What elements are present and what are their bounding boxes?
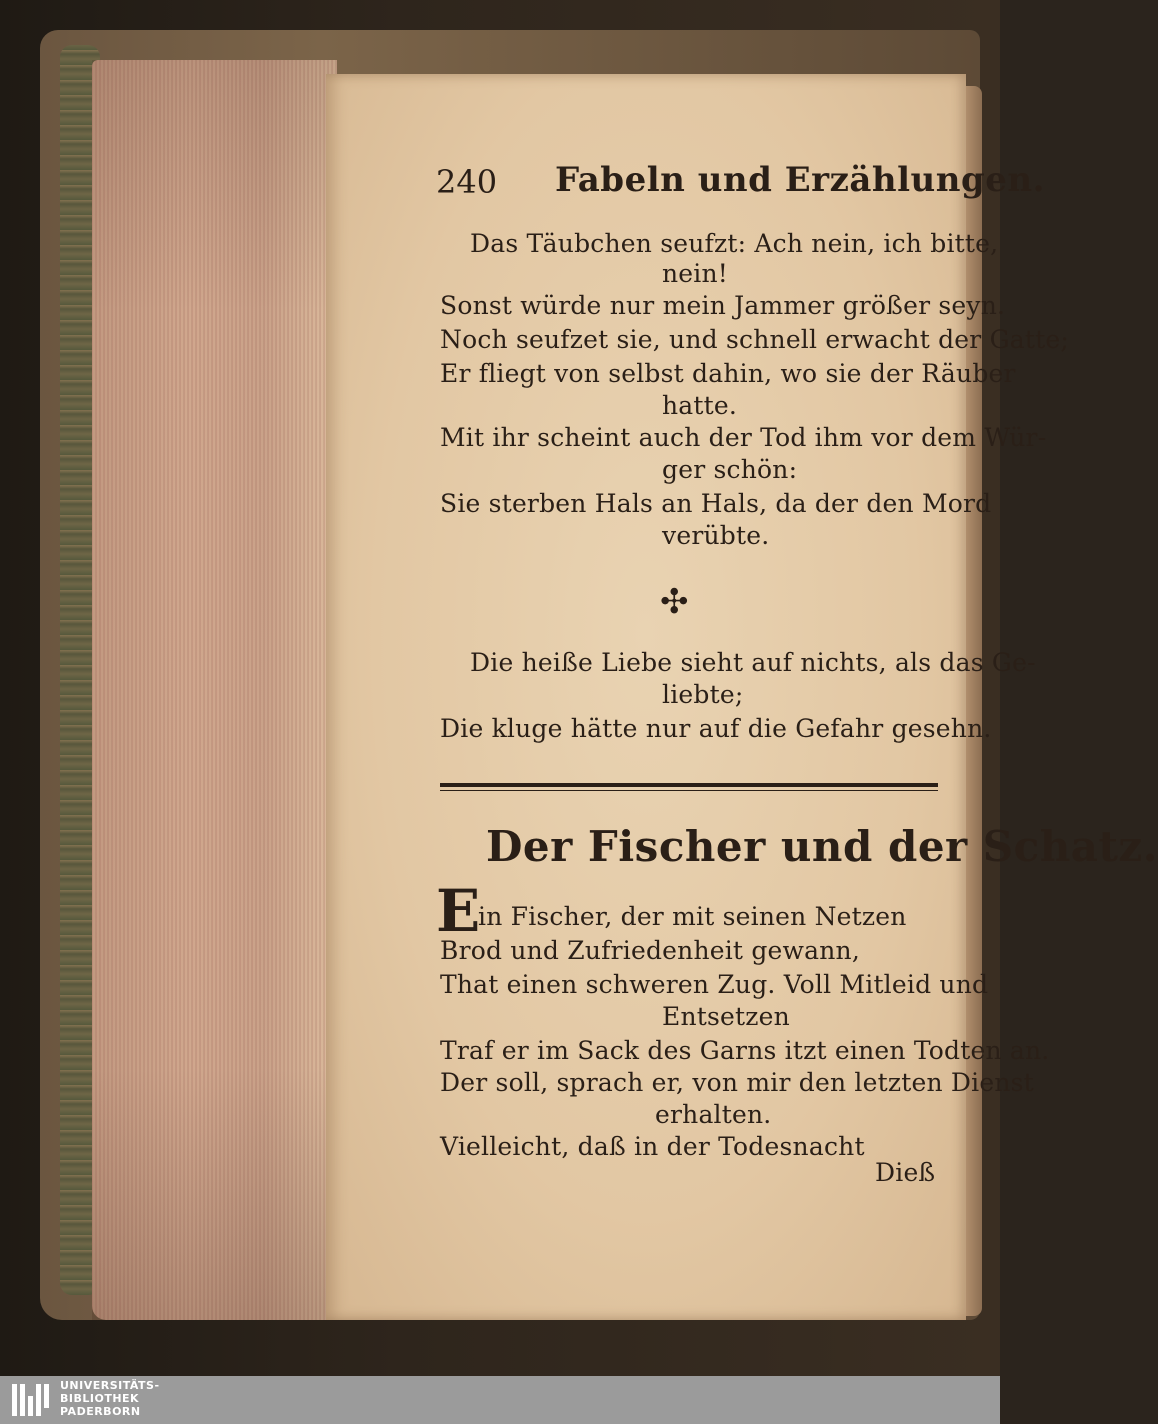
poem1-line: verübte. bbox=[662, 521, 770, 550]
poem2-line: Entsetzen bbox=[662, 1002, 790, 1031]
library-name-line1: UNIVERSITÄTS- bbox=[60, 1379, 160, 1392]
poem1-line: nein! bbox=[662, 259, 729, 288]
moral-line: Die kluge hätte nur auf die Gefahr gesehn. bbox=[440, 714, 992, 743]
poem2-line: erhalten. bbox=[655, 1100, 772, 1129]
poem2-line: That einen schweren Zug. Voll Mitleid und bbox=[440, 970, 989, 999]
running-title: Fabeln und Erzählungen. bbox=[555, 160, 1045, 200]
poem2-line: in Fischer, der mit seinen Netzen bbox=[478, 902, 907, 931]
ornament-flower: ✣ bbox=[660, 582, 689, 622]
catchword: Dieß bbox=[875, 1158, 936, 1187]
library-name-line3: PADERBORN bbox=[60, 1405, 141, 1418]
library-name-line2: BIBLIOTHEK bbox=[60, 1392, 140, 1405]
poem2-line: Vielleicht, daß in der Todesnacht bbox=[440, 1132, 865, 1161]
page-number: 240 bbox=[436, 163, 498, 201]
poem1-line: Er fliegt von selbst dahin, wo sie der Räuber bbox=[440, 359, 1016, 388]
poem1-line: hatte. bbox=[662, 391, 738, 420]
poem1-line: Noch seufzet sie, und schnell erwacht der Gatte; bbox=[440, 325, 1069, 354]
page-stack-shade bbox=[92, 60, 337, 1320]
poem1-line: Sie sterben Hals an Hals, da der den Mord bbox=[440, 489, 992, 518]
section-rule bbox=[440, 783, 938, 787]
library-logo-icon bbox=[10, 1380, 50, 1420]
drop-cap: E bbox=[436, 877, 481, 945]
library-footer bbox=[0, 1376, 1000, 1424]
section-rule-thin bbox=[440, 790, 938, 791]
poem2-line: Der soll, sprach er, von mir den letzten Dienst bbox=[440, 1068, 1034, 1097]
poem1-line: Das Täubchen seufzt: Ach nein, ich bitte, bbox=[470, 229, 999, 258]
poem1-line: Mit ihr scheint auch der Tod ihm vor dem Wür- bbox=[440, 423, 1047, 452]
poem1-line: Sonst würde nur mein Jammer größer seyn. bbox=[440, 291, 1006, 320]
section-title: Der Fischer und der Schatz. bbox=[486, 822, 1158, 871]
poem1-line: ger schön: bbox=[662, 455, 798, 484]
moral-line: Die heiße Liebe sieht auf nichts, als das Ge- bbox=[470, 648, 1036, 677]
poem2-line: Brod und Zufriedenheit gewann, bbox=[440, 936, 860, 965]
moral-line: liebte; bbox=[662, 680, 744, 709]
poem2-line: Traf er im Sack des Garns itzt einen Todten an. bbox=[440, 1036, 1050, 1065]
